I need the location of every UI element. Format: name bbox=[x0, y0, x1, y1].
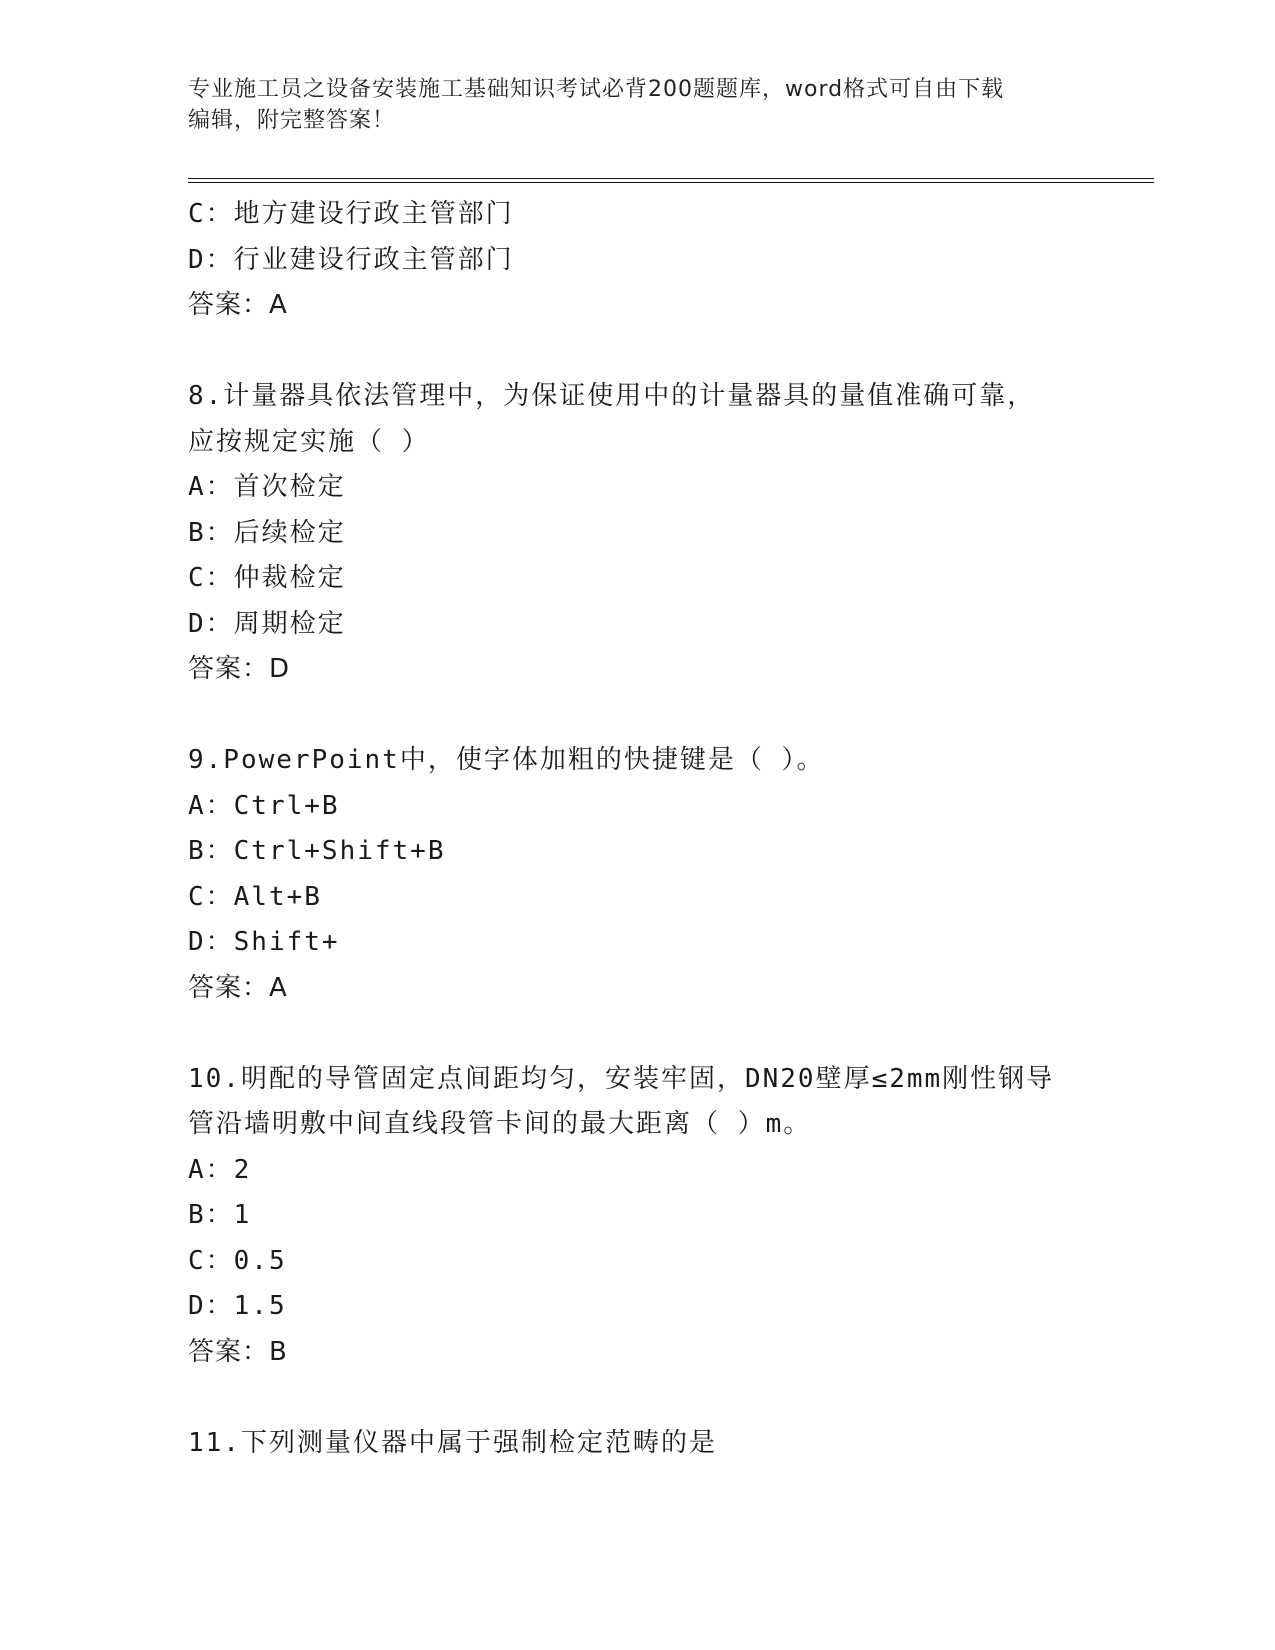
question-9 bbox=[188, 738, 1148, 1011]
option-b: B：Ctrl+Shift+B bbox=[188, 836, 446, 866]
answer-label: 答案：A bbox=[188, 290, 288, 320]
option-c: C：0.5 bbox=[188, 1245, 287, 1276]
question-8 bbox=[188, 374, 1148, 693]
option-b: B：1 bbox=[188, 1200, 252, 1230]
question-stem: 8.计量器具依法管理中，为保证使用中的计量器具的量值准确可靠， bbox=[188, 381, 1036, 411]
option-d: D：1.5 bbox=[188, 1291, 287, 1321]
option-d: D：行业建设行政主管部门 bbox=[188, 244, 514, 275]
spacer bbox=[188, 693, 1148, 739]
option-d: D：Shift+ bbox=[188, 927, 340, 957]
question-body bbox=[188, 192, 1148, 1466]
question-10 bbox=[188, 1057, 1148, 1376]
option-d: D：周期检定 bbox=[188, 608, 346, 639]
question-stem-continued: 应按规定实施（ ） bbox=[188, 426, 430, 457]
header-divider bbox=[188, 178, 1154, 183]
option-a: A：Ctrl+B bbox=[188, 790, 340, 821]
answer-label: 答案：A bbox=[188, 972, 288, 1003]
answer-label: 答案：B bbox=[188, 1336, 288, 1367]
question-7 bbox=[188, 192, 1148, 329]
question-stem: 11.下列测量仪器中属于强制检定范畴的是 bbox=[188, 1427, 717, 1458]
spacer bbox=[188, 1375, 1148, 1421]
question-stem-continued: 管沿墙明敷中间直线段管卡间的最大距离（ ）m。 bbox=[188, 1109, 812, 1139]
spacer bbox=[188, 1011, 1148, 1057]
option-c: C：Alt+B bbox=[188, 881, 322, 912]
option-c: C：仲裁检定 bbox=[188, 563, 346, 593]
option-b: B：后续检定 bbox=[188, 517, 346, 548]
answer-label: 答案：D bbox=[188, 654, 291, 684]
option-a: A：首次检定 bbox=[188, 472, 346, 502]
question-stem: 9.PowerPoint中，使字体加粗的快捷键是（ ）。 bbox=[188, 745, 825, 775]
question-stem: 10.明配的导管固定点间距均匀，安装牢固，DN20壁厚≤2mm刚性钢导 bbox=[188, 1063, 1055, 1094]
document-header bbox=[188, 74, 1068, 136]
spacer bbox=[188, 329, 1148, 375]
option-c: C：地方建设行政主管部门 bbox=[188, 199, 514, 229]
header-line-2: 编辑，附完整答案！ bbox=[188, 108, 396, 133]
option-a: A：2 bbox=[188, 1154, 252, 1185]
header-line-1: 专业施工员之设备安装施工基础知识考试必背200题题库，word格式可自由下载 bbox=[188, 77, 1005, 102]
question-11 bbox=[188, 1421, 1148, 1467]
